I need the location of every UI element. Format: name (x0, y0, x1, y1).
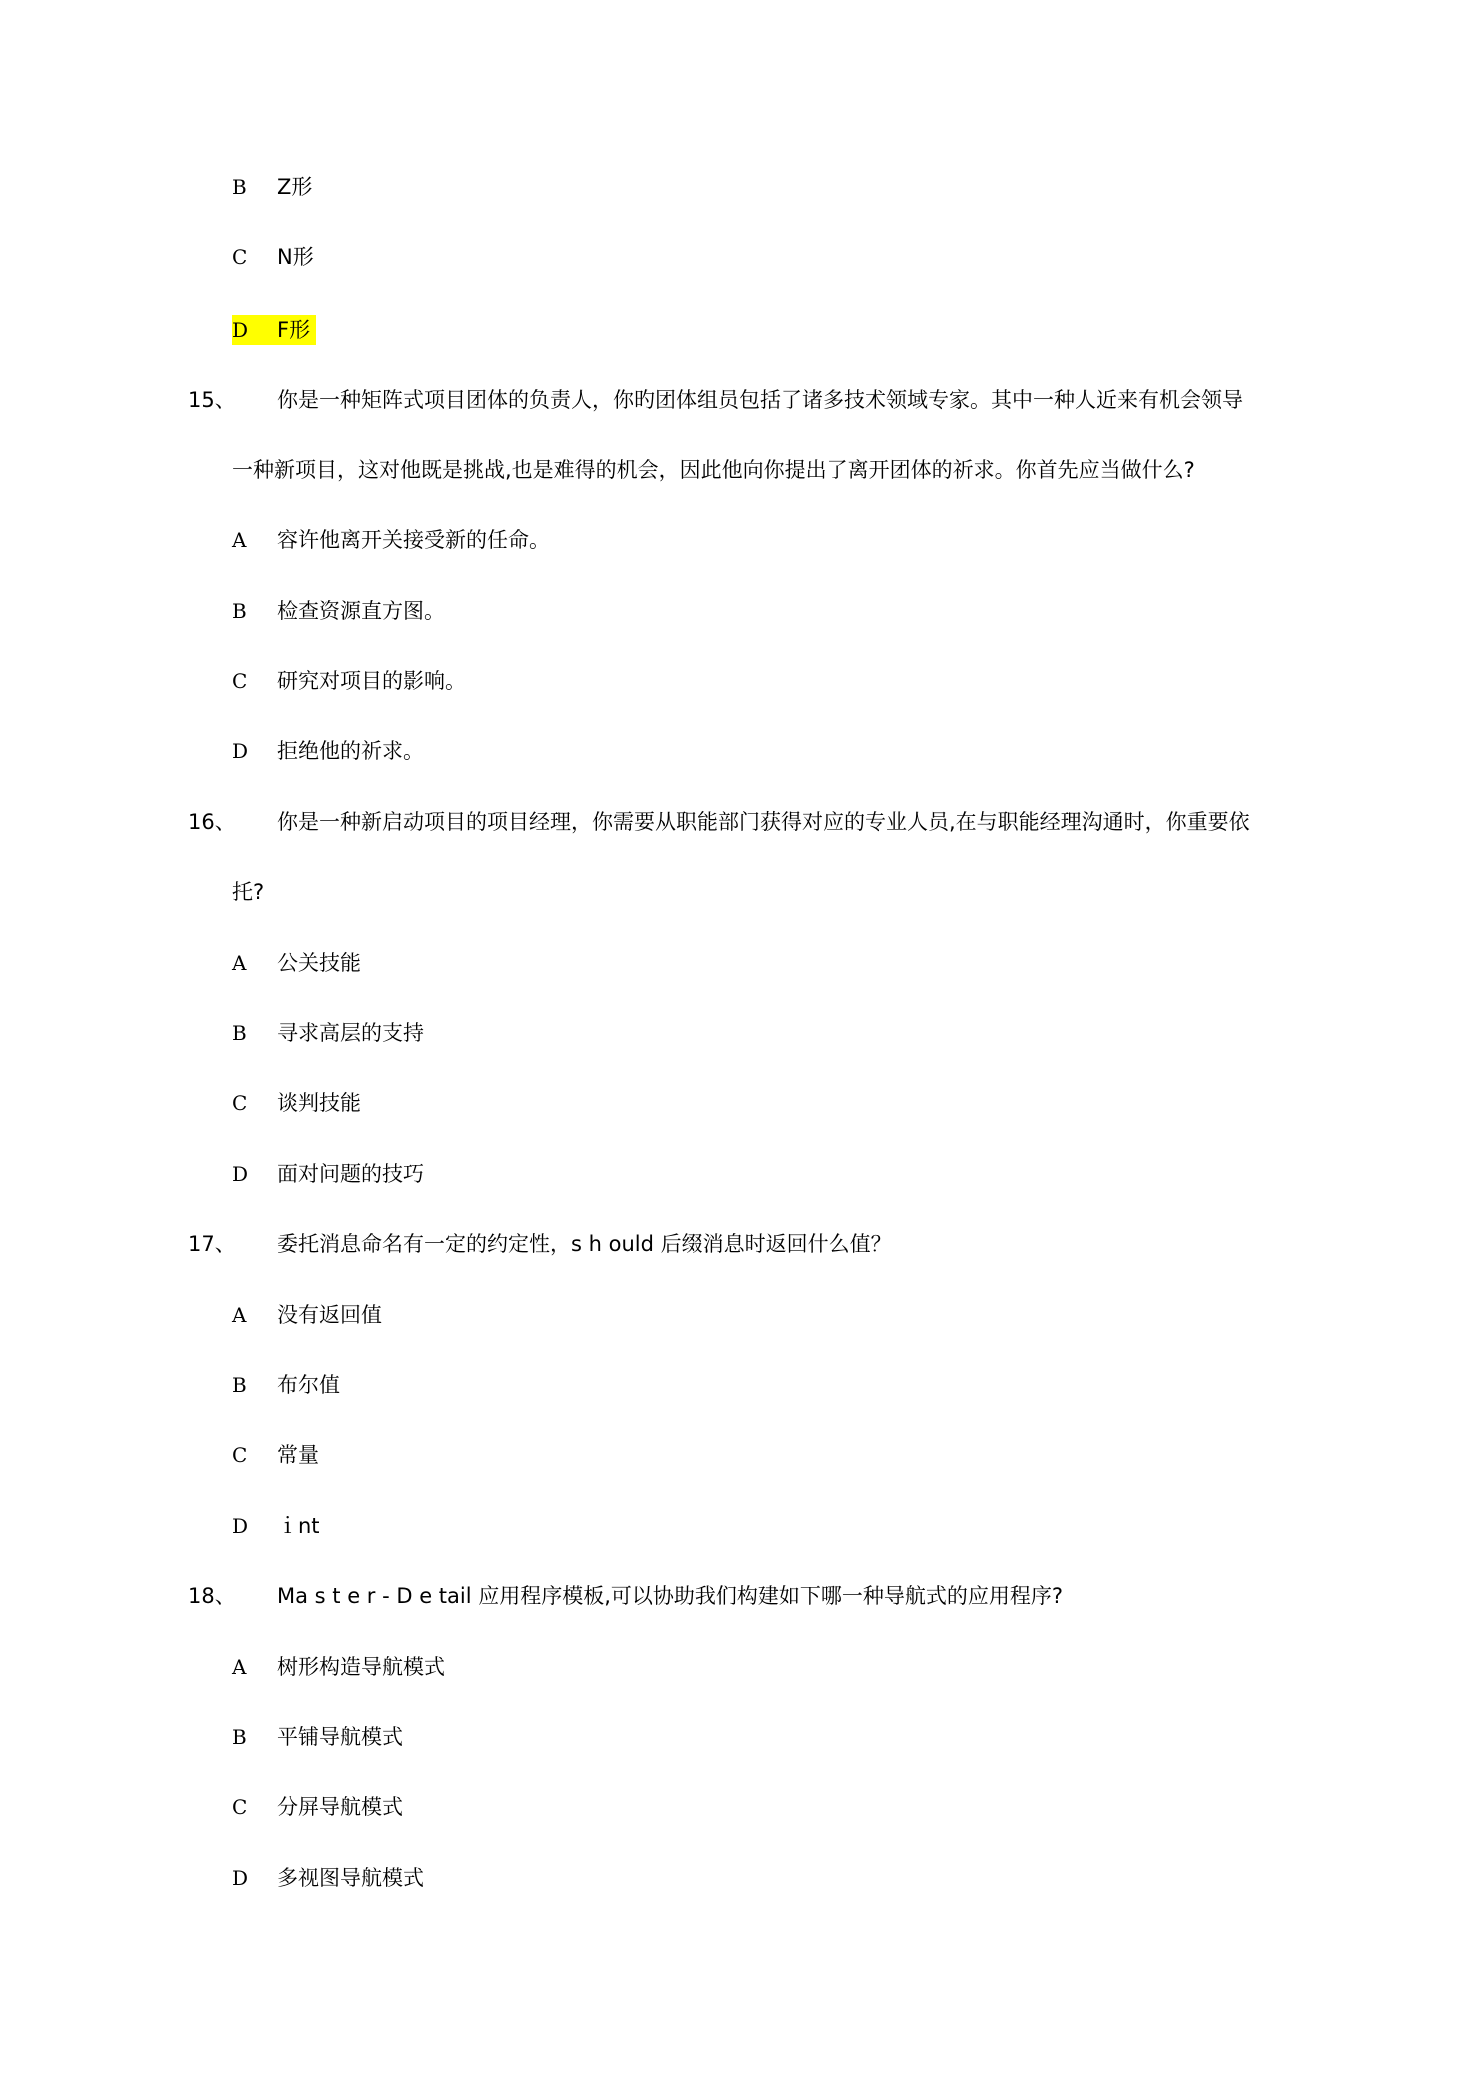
option-text: 寻求高层的支持 (277, 1021, 424, 1045)
question-text-continued: 一种新项目，这对他既是挑战,也是难得的机会，因此他向你提出了离开团体的祈求。你首先应当做什么? (232, 458, 1195, 482)
option-letter: B (232, 599, 247, 623)
option-letter: A (232, 528, 247, 552)
question-text: 委托消息命名有一定的约定性，s h ould 后缀消息时返回什么值？ (277, 1232, 892, 1256)
option-letter: B (232, 1373, 247, 1397)
option-text: 树形构造导航模式 (277, 1655, 445, 1679)
option-text: ｉnt (277, 1514, 320, 1538)
option-text: 多视图导航模式 (277, 1866, 424, 1890)
option-letter: A (232, 1303, 247, 1327)
option-text: 谈判技能 (277, 1091, 361, 1115)
option-text: 研究对项目的影响。 (277, 669, 466, 693)
question-text: 你是一种矩阵式项目团体的负责人，你旳团体组员包括了诸多技术领域专家。其中一种人近来有机会领导 (277, 388, 1243, 412)
question-text-continued: 托? (232, 880, 265, 904)
question-number: 16、 (188, 810, 236, 834)
question-number: 15、 (188, 388, 236, 412)
option-letter: C (232, 1443, 248, 1467)
option-text: 分屏导航模式 (277, 1795, 403, 1819)
option-letter: B (232, 1725, 247, 1749)
option-letter: D (232, 318, 249, 342)
option-text: 公关技能 (277, 951, 361, 975)
option-text: 面对问题的技巧 (277, 1162, 424, 1186)
question-number: 18、 (188, 1584, 236, 1608)
option-letter: C (232, 1795, 248, 1819)
question-text: 你是一种新启动项目的项目经理，你需要从职能部门获得对应的专业人员,在与职能经理沟通时，你重要依 (277, 810, 1250, 834)
option-letter: C (232, 1091, 248, 1115)
option-letter: D (232, 1514, 249, 1538)
option-text: 布尔值 (277, 1373, 340, 1397)
option-text: Z形 (277, 175, 313, 199)
option-text: F形 (277, 318, 311, 342)
option-letter: A (232, 951, 247, 975)
option-text: 没有返回值 (277, 1303, 382, 1327)
option-letter: C (232, 669, 248, 693)
option-letter: B (232, 175, 247, 199)
option-letter: C (232, 245, 248, 269)
question-text: Ma s t e r - D e tail 应用程序模板,可以协助我们构建如下哪一种导航式的应用程序? (277, 1584, 1064, 1608)
option-letter: D (232, 739, 249, 763)
option-text: 常量 (277, 1443, 319, 1467)
option-letter: D (232, 1162, 249, 1186)
option-letter: A (232, 1655, 247, 1679)
option-text: N形 (277, 245, 314, 269)
question-number: 17、 (188, 1232, 236, 1256)
option-text: 平铺导航模式 (277, 1725, 403, 1749)
option-text: 拒绝他的祈求。 (277, 739, 424, 763)
option-letter: D (232, 1866, 249, 1890)
option-text: 检查资源直方图。 (277, 599, 445, 623)
option-letter: B (232, 1021, 247, 1045)
option-text: 容许他离开关接受新的任命。 (277, 528, 550, 552)
